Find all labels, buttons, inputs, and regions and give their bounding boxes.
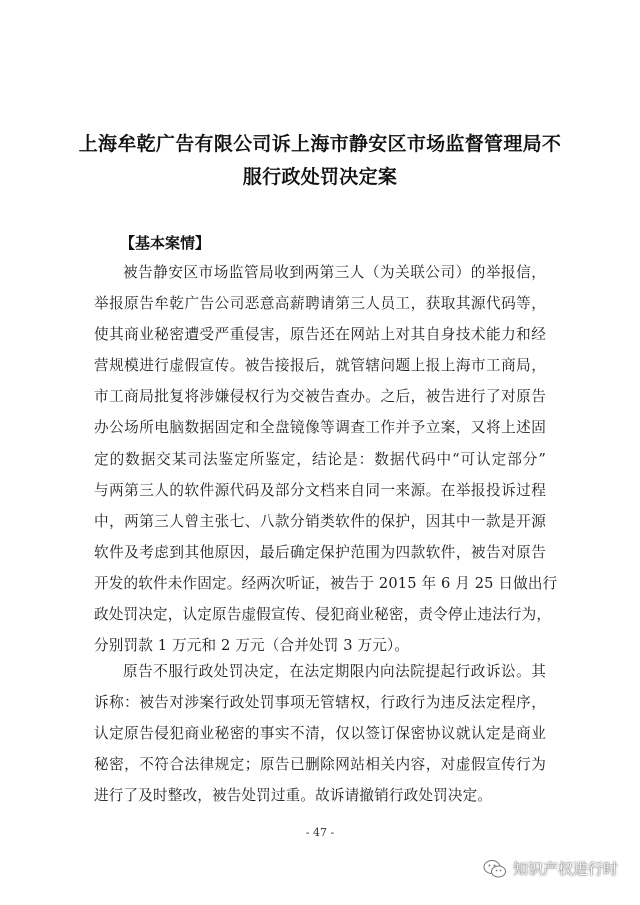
text-line: 软件及考虑到其他原因，最后确定保护范围为四款软件，被告对原告 (94, 543, 546, 561)
section-heading: 【基本案情】 (120, 234, 211, 252)
text-line: 秘密，不符合法律规定；原告已删除网站相关内容，对虚假宣传行为 (94, 756, 546, 774)
text-line: 举报原告牟乾广告公司恶意高薪聘请第三人员工，获取其源代码等， (94, 295, 546, 313)
text-line: 分别罚款 1 万元和 2 万元（合并处罚 3 万元）。 (94, 637, 410, 655)
text-line: 营规模进行虚假宣传。被告接报后，就管辖问题上报上海市工商局， (94, 357, 546, 375)
text-line: 开发的软件未作固定。经两次听证，被告于 2015 年 6 月 25 日做出行 (94, 574, 558, 592)
wechat-icon (483, 859, 507, 879)
text-line: 中，两第三人曾主张七、八款分销类软件的保护，因其中一款是开源 (94, 512, 546, 530)
text-line: 使其商业秘密遭受严重侵害，原告还在网站上对其自身技术能力和经 (94, 326, 546, 344)
text-line: 被告静安区市场监管局收到两第三人（为关联公司）的举报信， (123, 264, 546, 281)
text-line: 认定原告侵犯商业秘密的事实不清，仅以签订保密协议就认定是商业 (94, 725, 546, 743)
title-line: 上海牟乾广告有限公司诉上海市静安区市场监督管理局不 (78, 133, 562, 155)
text-line: 市工商局批复将涉嫌侵权行为交被告查办。之后，被告进行了对原告 (94, 388, 546, 406)
watermark-text: 知识产权进行时 (512, 860, 618, 878)
text-line: 诉称：被告对涉案行政处罚事项无管辖权，行政行为违反法定程序， (94, 694, 546, 712)
text-line: 进行了及时整改，被告处罚过重。故诉请撤销行政处罚决定。 (94, 787, 493, 805)
text-line: 原告不服行政处罚决定，在法定期限内向法院提起行政诉讼。其 (123, 663, 546, 680)
text-line: 办公场所电脑数据固定和全盘镜像等调查工作并予立案，又将上述固 (94, 419, 546, 437)
text-line: 定的数据交某司法鉴定所鉴定，结论是：数据代码中“可认定部分” (94, 450, 546, 468)
title-line: 服行政处罚决定案 (242, 166, 398, 188)
paragraph-basic-facts (94, 257, 558, 661)
text-line: 政处罚决定，认定原告虚假宣传、侵犯商业秘密，责令停止违法行为， (94, 606, 552, 624)
page-number: - 47 - (305, 826, 335, 839)
paragraph-plaintiff-claim (94, 656, 546, 811)
text-line: 与两第三人的软件源代码及部分文档来自同一来源。在举报投诉过程 (94, 481, 546, 499)
watermark (483, 858, 618, 879)
document-title (60, 128, 580, 194)
